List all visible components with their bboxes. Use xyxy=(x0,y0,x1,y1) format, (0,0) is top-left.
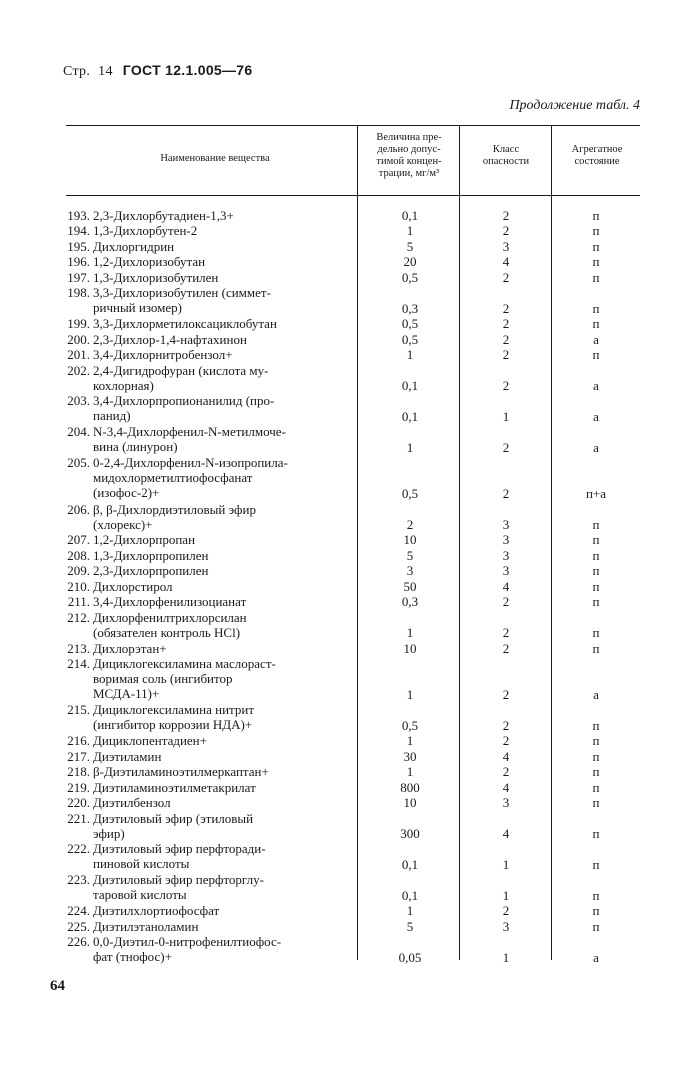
limit-value: 1 xyxy=(406,733,414,749)
aggregate-state: п xyxy=(592,547,600,563)
substance-name xyxy=(93,733,357,748)
row-number: 216. xyxy=(67,733,90,749)
substance-name xyxy=(93,780,357,795)
substance-name xyxy=(93,841,357,871)
substance-name xyxy=(93,656,357,701)
aggregate-state: п xyxy=(592,764,600,780)
substance-name-line: эфир) xyxy=(93,825,125,841)
page-label: Стр. xyxy=(63,64,91,79)
substance-name xyxy=(93,579,357,594)
substance-name-line: воримая соль (ингибитор xyxy=(93,671,233,687)
aggregate-state: п xyxy=(592,254,600,270)
table-continuation: Продолжение табл. 4 xyxy=(509,98,640,113)
substance-name-line: (ингибитор коррозии НДА)+ xyxy=(93,717,253,733)
hazard-class: 2 xyxy=(502,439,510,455)
limit-value: 0,1 xyxy=(401,377,419,393)
substance-name-line: 0-2,4-Дихлорфенил-N-изопропила- xyxy=(93,455,288,471)
hazard-class: 2 xyxy=(502,733,510,749)
aggregate-state: п xyxy=(592,825,600,841)
limit-value: 1 xyxy=(406,439,414,455)
row-number: 212. xyxy=(67,609,90,625)
hazard-class: 4 xyxy=(502,578,510,594)
substance-name-line: β-Диэтиламиноэтилмеркаптан+ xyxy=(93,764,269,780)
substance-name-line: Дихлорэтан+ xyxy=(93,640,167,656)
aggregate-state: п xyxy=(592,779,600,795)
limit-value: 0,5 xyxy=(401,316,419,332)
hazard-class: 2 xyxy=(502,300,510,316)
substance-name xyxy=(93,811,357,841)
substance-name-line: 2,3-Дихлорпропилен xyxy=(93,563,209,579)
hazard-class: 2 xyxy=(502,625,510,641)
aggregate-state: п xyxy=(592,516,600,532)
row-number: 206. xyxy=(67,501,90,517)
row-number: 196. xyxy=(67,254,90,270)
page-header xyxy=(63,62,252,80)
substance-name xyxy=(93,749,357,764)
hazard-class: 2 xyxy=(502,316,510,332)
substance-name-line: Диэтилхлортиофосфат xyxy=(93,903,220,919)
row-number: 204. xyxy=(67,424,90,440)
substance-name-line: 0,0-Диэтил-0-нитрофенилтиофос- xyxy=(93,934,282,950)
hazard-class: 2 xyxy=(502,594,510,610)
substance-name xyxy=(93,502,357,532)
substance-name xyxy=(93,332,357,347)
substance-name-line: (хлорекс)+ xyxy=(93,516,153,532)
row-number: 205. xyxy=(67,455,90,471)
hazard-class: 4 xyxy=(502,825,510,841)
limit-value: 0,5 xyxy=(401,269,419,285)
limit-value: 3 xyxy=(406,563,414,579)
substance-name xyxy=(93,223,357,238)
substance-name xyxy=(93,270,357,285)
limit-value: 5 xyxy=(406,238,414,254)
aggregate-state: п xyxy=(592,563,600,579)
hazard-class: 3 xyxy=(502,547,510,563)
limit-value: 2 xyxy=(406,516,414,532)
aggregate-state: п+а xyxy=(585,486,607,502)
substance-name xyxy=(93,641,357,656)
column-header-name: Наименование вещества xyxy=(160,153,270,164)
substance-name xyxy=(93,424,357,454)
substance-name-line: пиновой кислоты xyxy=(93,856,190,872)
substance-name xyxy=(93,532,357,547)
aggregate-state: п xyxy=(592,578,600,594)
row-number: 211. xyxy=(67,594,90,610)
substance-name-line: (обязателен контроль HCl) xyxy=(93,624,241,640)
row-number: 202. xyxy=(67,362,90,378)
substance-name xyxy=(93,316,357,331)
substance-name xyxy=(93,208,357,223)
aggregate-state: п xyxy=(592,625,600,641)
hazard-class: 2 xyxy=(502,208,510,223)
row-number: 226. xyxy=(67,934,90,950)
column-header-class xyxy=(461,144,551,168)
row-number: 213. xyxy=(67,640,90,656)
substance-name-line: ричный изомер) xyxy=(93,300,182,316)
limit-value: 1 xyxy=(406,223,414,239)
limit-value: 30 xyxy=(403,748,417,764)
hazard-class: 2 xyxy=(502,331,510,347)
limit-value: 0,1 xyxy=(401,208,419,223)
aggregate-state: п xyxy=(592,733,600,749)
row-number: 218. xyxy=(67,764,90,780)
column-header-value-line: Величина пре- xyxy=(376,132,442,143)
row-number: 224. xyxy=(67,903,90,919)
aggregate-state: п xyxy=(592,795,600,811)
hazard-class: 3 xyxy=(502,795,510,811)
aggregate-state: п xyxy=(592,640,600,656)
substance-name-line: 1,2-Дихлоризобутан xyxy=(93,254,206,270)
column-header-value-line: тимой концен- xyxy=(376,156,442,167)
hazard-class: 3 xyxy=(502,918,510,934)
limit-value: 0,3 xyxy=(401,594,419,610)
row-number: 209. xyxy=(67,563,90,579)
aggregate-state: п xyxy=(592,208,600,223)
aggregate-state: п xyxy=(592,717,600,733)
row-number: 198. xyxy=(67,285,90,301)
substance-name-line: 1,3-Дихлоризобутилен xyxy=(93,269,219,285)
substance-name-line: 3,4-Дихлорнитробензол+ xyxy=(93,347,233,363)
column-header-class-line: опасности xyxy=(482,156,530,167)
limit-value: 10 xyxy=(403,640,417,656)
row-number: 210. xyxy=(67,578,90,594)
substance-name-line: 2,4-Дигидрофуран (кислота му- xyxy=(93,362,269,378)
substance-name-line: вина (линурон) xyxy=(93,439,178,455)
row-number: 193. xyxy=(67,208,90,223)
aggregate-state: п xyxy=(592,223,600,239)
aggregate-state: а xyxy=(593,949,599,965)
substance-name xyxy=(93,610,357,640)
substance-name xyxy=(93,795,357,810)
substance-name-line: β, β-Дихлордиэтиловый эфир xyxy=(93,501,256,517)
aggregate-state: а xyxy=(593,439,599,455)
limit-value: 0,3 xyxy=(401,300,419,316)
substance-name xyxy=(93,548,357,563)
limit-value: 5 xyxy=(406,918,414,934)
row-number: 197. xyxy=(67,269,90,285)
substance-name xyxy=(93,934,357,964)
row-number: 214. xyxy=(67,656,90,672)
limit-value: 0,5 xyxy=(401,331,419,347)
hazard-class: 2 xyxy=(502,640,510,656)
limit-value: 0,1 xyxy=(401,408,419,424)
row-number: 225. xyxy=(67,918,90,934)
hazard-class: 2 xyxy=(502,903,510,919)
hazard-class: 3 xyxy=(502,532,510,548)
hazard-class: 2 xyxy=(502,486,510,502)
limit-value: 50 xyxy=(403,578,417,594)
limit-value: 1 xyxy=(406,903,414,919)
hazard-class: 4 xyxy=(502,254,510,270)
hazard-class: 1 xyxy=(502,856,510,872)
substance-name-line: фат (тнофос)+ xyxy=(93,949,172,965)
substance-name xyxy=(93,764,357,779)
hazard-class: 1 xyxy=(502,408,510,424)
aggregate-state: п xyxy=(592,594,600,610)
aggregate-state: п xyxy=(592,903,600,919)
aggregate-state: п xyxy=(592,316,600,332)
substance-name-line: 3,4-Дихлорфенилизоцианат xyxy=(93,594,247,610)
substance-name-line: 1,2-Дихлорпропан xyxy=(93,532,196,548)
substance-name xyxy=(93,872,357,902)
limit-value: 1 xyxy=(406,347,414,363)
aggregate-state: п xyxy=(592,748,600,764)
substance-name-line: Диэтиловый эфир перфторглу- xyxy=(93,872,264,888)
column-header-class-line: Класс xyxy=(492,144,520,155)
limit-value: 0,5 xyxy=(401,717,419,733)
row-number: 195. xyxy=(67,238,90,254)
substance-name-line: кохлорная) xyxy=(93,377,154,393)
limit-value: 1 xyxy=(406,625,414,641)
aggregate-state: п xyxy=(592,300,600,316)
hazard-class: 3 xyxy=(502,238,510,254)
limit-value: 300 xyxy=(400,825,420,841)
row-number: 203. xyxy=(67,393,90,409)
aggregate-state: п xyxy=(592,856,600,872)
row-number: 222. xyxy=(67,841,90,857)
row-number: 200. xyxy=(67,331,90,347)
substance-name xyxy=(93,594,357,609)
substance-name-line: Диэтиламиноэтилметакрилат xyxy=(93,779,256,795)
aggregate-state: а xyxy=(593,331,599,347)
hazard-class: 2 xyxy=(502,686,510,702)
hazard-class: 2 xyxy=(502,223,510,239)
column-header-value-line: трации, мг/м³ xyxy=(378,168,440,179)
limit-value: 20 xyxy=(403,254,417,270)
row-number: 215. xyxy=(67,702,90,718)
substance-name-line: Диэтиламин xyxy=(93,748,162,764)
substance-name-line: N-3,4-Дихлорфенил-N-метилмоче- xyxy=(93,424,286,440)
page-ref: 14 xyxy=(98,64,113,79)
substance-name xyxy=(93,903,357,918)
substance-name-line: (изофос-2)+ xyxy=(93,485,160,501)
hazard-class: 2 xyxy=(502,764,510,780)
row-number: 199. xyxy=(67,316,90,332)
limit-value: 5 xyxy=(406,547,414,563)
hazard-class: 2 xyxy=(502,717,510,733)
substance-name xyxy=(93,919,357,934)
column-divider xyxy=(459,125,460,960)
hazard-class: 2 xyxy=(502,377,510,393)
substance-name-line: МСДА-11)+ xyxy=(93,686,160,702)
limit-value: 10 xyxy=(403,795,417,811)
aggregate-state: п xyxy=(592,887,600,903)
row-number: 194. xyxy=(67,223,90,239)
column-header-state-line: Агрегатное xyxy=(571,144,623,155)
row-number: 223. xyxy=(67,872,90,888)
substance-name xyxy=(93,393,357,423)
column-divider xyxy=(551,125,552,960)
row-number: 201. xyxy=(67,347,90,363)
substance-name xyxy=(93,363,357,393)
substance-name-line: Дициклопентадиен+ xyxy=(93,733,207,749)
limit-value: 0,1 xyxy=(401,856,419,872)
substance-name-line: 2,3-Дихлорбутадиен-1,3+ xyxy=(93,208,234,223)
substance-name xyxy=(93,254,357,269)
column-header-value xyxy=(359,132,459,180)
hazard-class: 2 xyxy=(502,347,510,363)
substance-name xyxy=(93,455,357,500)
table-top-rule xyxy=(66,125,640,126)
hazard-class: 1 xyxy=(502,887,510,903)
substance-name-line: Дихлоргидрин xyxy=(93,238,175,254)
limit-value: 800 xyxy=(400,779,420,795)
aggregate-state: п xyxy=(592,347,600,363)
page-number: 64 xyxy=(50,978,65,994)
row-number: 217. xyxy=(67,748,90,764)
substance-name-line: Дициклогексиламина нитрит xyxy=(93,702,255,718)
substance-name-line: 1,3-Дихлорпропилен xyxy=(93,547,209,563)
substance-name xyxy=(93,563,357,578)
hazard-class: 3 xyxy=(502,516,510,532)
limit-value: 0,1 xyxy=(401,887,419,903)
aggregate-state: п xyxy=(592,238,600,254)
limit-value: 0,05 xyxy=(398,949,422,965)
aggregate-state: п xyxy=(592,918,600,934)
substance-name-line: 3,4-Дихлорпропионанилид (про- xyxy=(93,393,275,409)
standard-code: ГОСТ 12.1.005—76 xyxy=(122,62,253,78)
substance-name-line: 1,3-Дихлорбутен-2 xyxy=(93,223,198,239)
substance-name-line: Дихлорстирол xyxy=(93,578,173,594)
row-number: 220. xyxy=(67,795,90,811)
hazard-class: 4 xyxy=(502,748,510,764)
substance-name-line: 2,3-Дихлор-1,4-нафтахинон xyxy=(93,331,247,347)
hazard-class: 3 xyxy=(502,563,510,579)
row-number: 207. xyxy=(67,532,90,548)
substance-name-line: панид) xyxy=(93,408,131,424)
row-number: 221. xyxy=(67,810,90,826)
limit-value: 1 xyxy=(406,686,414,702)
row-number: 219. xyxy=(67,779,90,795)
limit-value: 10 xyxy=(403,532,417,548)
substance-name-line: Диэтиловый эфир перфторади- xyxy=(93,841,266,857)
aggregate-state: а xyxy=(593,377,599,393)
limit-value: 0,5 xyxy=(401,486,419,502)
aggregate-state: а xyxy=(593,686,599,702)
column-header-state xyxy=(553,144,641,168)
substance-name xyxy=(93,239,357,254)
substance-name xyxy=(93,347,357,362)
substance-name-line: Диэтилэтаноламин xyxy=(93,918,199,934)
substance-name-line: 3,3-Дихлорметилоксациклобутан xyxy=(93,316,277,332)
substance-name-line: Дихлорфенилтрихлорсилан xyxy=(93,609,247,625)
aggregate-state: п xyxy=(592,532,600,548)
aggregate-state: а xyxy=(593,408,599,424)
column-header-state-line: состояние xyxy=(574,156,620,167)
substance-name xyxy=(93,702,357,732)
hazard-class: 1 xyxy=(502,949,510,965)
substance-name-line: Дициклогексиламина маслораст- xyxy=(93,656,276,672)
limit-value: 1 xyxy=(406,764,414,780)
substance-name xyxy=(93,285,357,315)
column-divider xyxy=(357,125,358,960)
substance-name-line: мидохлорметилтиофосфанат xyxy=(93,470,253,486)
substance-name-line: Диэтиловый эфир (этиловый xyxy=(93,810,254,826)
substance-name-line: Диэтилбензол xyxy=(93,795,171,811)
substance-name-line: 3,3-Дихлоризобутилен (симмет- xyxy=(93,285,271,301)
row-number: 208. xyxy=(67,547,90,563)
aggregate-state: п xyxy=(592,269,600,285)
hazard-class: 2 xyxy=(502,269,510,285)
table-header-rule xyxy=(66,195,640,196)
hazard-class: 4 xyxy=(502,779,510,795)
column-header-value-line: дельно допус- xyxy=(377,144,441,155)
substance-name-line: таровой кислоты xyxy=(93,887,187,903)
